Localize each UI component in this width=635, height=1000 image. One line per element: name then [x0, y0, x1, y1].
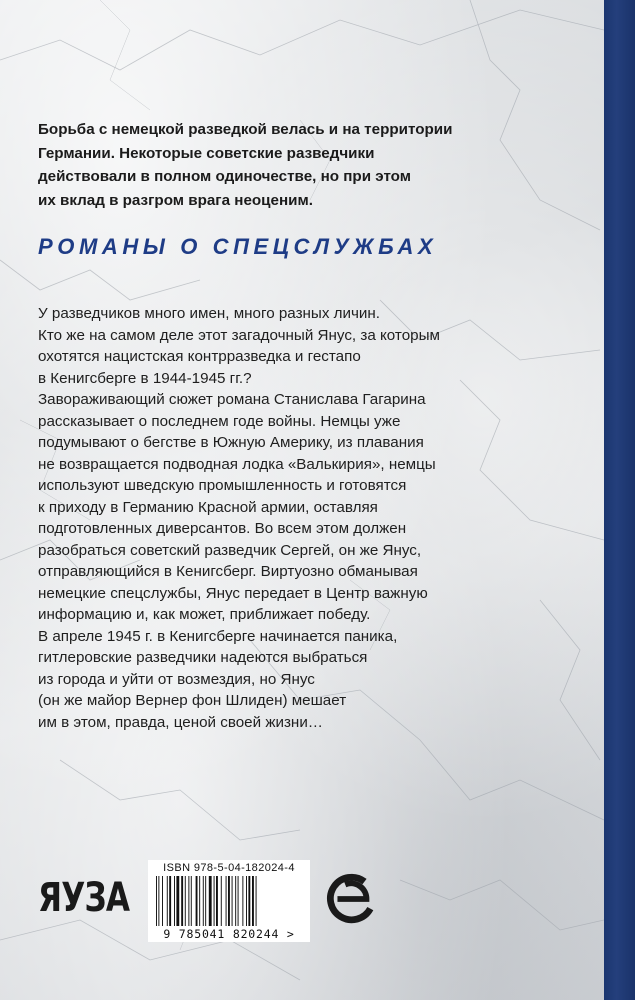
blurb-line: действовали в полном одиночестве, но при этом	[38, 168, 411, 185]
annotation-line: отправляющийся в Кенигсберг. Виртуозно обманывая	[38, 563, 418, 580]
eksmo-logo-icon	[322, 870, 380, 928]
publisher-logo-yauza: ЯУЗА	[38, 875, 130, 921]
annotation-line: к приходу в Германию Красной армии, оставляя	[38, 498, 378, 516]
annotation-line: используют шведскую промышленность и готовятся	[38, 477, 407, 494]
annotation-line: гитлеровские разведчики надеются выбраться	[38, 649, 368, 666]
isbn-text: ISBN 978-5-04-182024-4	[163, 862, 295, 874]
annotation-line: из города и уйти от возмездия, но Янус	[38, 670, 315, 688]
annotation-line: рассказывает о последнем годе войны. Немцы уже	[38, 412, 401, 430]
annotation-line: им в этом, правда, ценой своей жизни…	[38, 713, 323, 731]
series-title: РОМАНЫ О СПЕЦСЛУЖБАХ	[38, 234, 438, 259]
barcode-bars	[154, 876, 304, 926]
annotation-line: (он же майор Вернер фон Шлиден) мешает	[38, 692, 347, 709]
annotation-line: разобраться советский разведчик Сергей, он же Янус,	[38, 541, 422, 559]
annotation-line: В апреле 1945 г. в Кенигсберге начинается паника,	[38, 627, 398, 645]
annotation-line: подготовленных диверсантов. Во всем этом должен	[38, 520, 407, 537]
annotation-line: Завораживающий сюжет романа Станислава Гагарина	[38, 391, 426, 408]
spine-stripe	[604, 0, 635, 1000]
blurb	[38, 118, 558, 212]
annotation-line: У разведчиков много имен, много разных личин.	[38, 305, 381, 322]
annotation-line: Кто же на самом деле этот загадочный Янус, за которым	[38, 326, 440, 344]
annotation-line: охотятся нацистская контрразведка и гестапо	[38, 348, 361, 365]
annotation-line: информацию и, как может, приближает победу.	[38, 606, 371, 623]
blurb-line: их вклад в разгром врага неоценим.	[38, 191, 313, 209]
annotation	[38, 303, 578, 733]
annotation-line: немецкие спецслужбы, Янус передает в Центр важную	[38, 584, 428, 602]
annotation-line: подумывают о бегстве в Южную Америку, из плавания	[38, 434, 424, 451]
blurb-line: Германии. Некоторые советские разведчики	[38, 144, 375, 162]
barcode-digits: 9 785041 820244 >	[163, 927, 295, 941]
annotation-line: в Кенигсберге в 1944-1945 гг.?	[38, 369, 252, 387]
blurb-line: Борьба с немецкой разведкой велась и на территории	[38, 121, 453, 138]
barcode	[148, 860, 310, 942]
annotation-line: не возвращается подводная лодка «Валькирия», немцы	[38, 455, 436, 473]
